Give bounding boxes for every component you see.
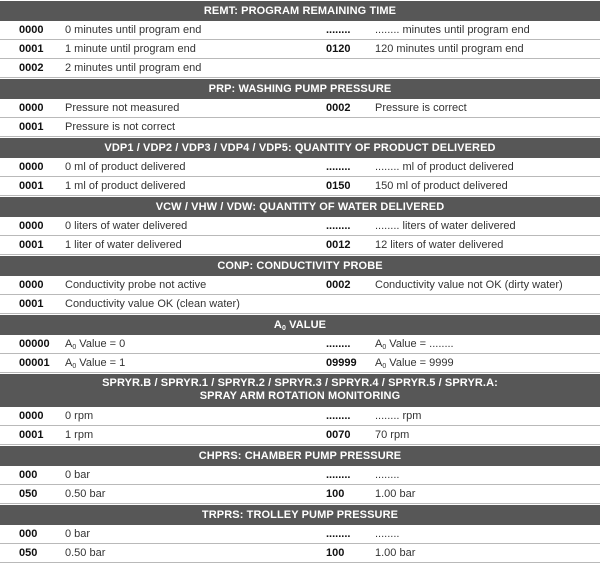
description-cell: Pressure is correct	[375, 102, 467, 114]
description-cell: ........ minutes until program end	[375, 24, 530, 36]
table-row	[0, 407, 600, 426]
code-cell: 0001	[19, 43, 44, 55]
table-row	[0, 466, 600, 485]
code-cell: 0000	[19, 24, 44, 36]
code-cell: 00001	[19, 357, 50, 369]
code-cell: 0000	[19, 410, 44, 422]
section-header	[0, 446, 600, 466]
table-row	[0, 236, 600, 255]
description-cell: $A_0$ Value = 9999	[375, 356, 454, 370]
code-cell: ........	[326, 220, 351, 232]
section-title-line2: SPRAY ARM ROTATION MONITORING	[199, 390, 401, 402]
description-cell: 0 ml of product delivered	[65, 161, 186, 173]
description-cell: 1 ml of product delivered	[65, 180, 186, 192]
description-cell: 150 ml of product delivered	[375, 180, 508, 192]
code-cell: 0000	[19, 220, 44, 232]
code-cell: ........	[326, 469, 351, 481]
description-cell: 0 liters of water delivered	[65, 220, 188, 232]
code-cell: 0002	[326, 102, 351, 114]
code-cell: 09999	[326, 357, 357, 369]
description-cell: ........ liters of water delivered	[375, 220, 516, 232]
description-cell: ........ rpm	[375, 410, 422, 422]
description-cell: $A_0$ Value = 1	[65, 356, 126, 370]
code-cell: 100	[326, 488, 345, 500]
description-cell: ........	[375, 528, 400, 540]
section-header	[0, 374, 600, 407]
code-cell: 0001	[19, 239, 44, 251]
description-cell: 0.50 bar	[65, 547, 106, 559]
code-cell: 0000	[19, 102, 44, 114]
code-cell: 000	[19, 469, 38, 481]
section-header	[0, 197, 600, 217]
code-cell: 0000	[19, 161, 44, 173]
section-title: CONP: CONDUCTIVITY PROBE	[217, 260, 383, 272]
description-cell: 120 minutes until program end	[375, 43, 524, 55]
code-cell: 0070	[326, 429, 351, 441]
section-title: REMT: PROGRAM REMAINING TIME	[203, 5, 397, 17]
code-cell: ........	[326, 24, 351, 36]
parameter-table-document	[0, 1, 600, 567]
description-cell: 2 minutes until program end	[65, 62, 202, 74]
description-cell: 0 minutes until program end	[65, 24, 202, 36]
description-cell: 0 bar	[65, 528, 91, 540]
section-title: $A_0$ VALUE	[273, 319, 327, 332]
description-cell: Pressure not measured	[65, 102, 180, 114]
code-cell: ........	[326, 528, 351, 540]
section-title: SPRYR.B / SPRYR.1 / SPRYR.2 / SPRYR.3 / SPRYR.4 / SPRYR.5 / SPRYR.A:	[102, 377, 498, 389]
description-cell: ........ ml of product delivered	[375, 161, 514, 173]
section-header	[0, 256, 600, 276]
table-row	[0, 118, 600, 137]
code-cell: 0012	[326, 239, 351, 251]
description-cell: 12 liters of water delivered	[375, 239, 504, 251]
table-row	[0, 544, 600, 563]
description-cell: Conductivity probe not active	[65, 279, 207, 291]
code-cell: 0001	[19, 121, 44, 133]
code-cell: ........	[326, 338, 351, 350]
section-header	[0, 138, 600, 158]
code-cell: ........	[326, 161, 351, 173]
code-cell: 050	[19, 547, 38, 559]
description-cell: 70 rpm	[375, 429, 410, 441]
section-header	[0, 79, 600, 99]
table-row	[0, 485, 600, 504]
table-row	[0, 525, 600, 544]
section-title: VCW / VHW / VDW: QUANTITY OF WATER DELIVERED	[155, 201, 445, 213]
description-cell: 1.00 bar	[375, 547, 416, 559]
description-cell: 1 rpm	[65, 429, 94, 441]
code-cell: 100	[326, 547, 345, 559]
table-row	[0, 354, 600, 373]
table-row	[0, 217, 600, 236]
section-header	[0, 505, 600, 525]
table-row	[0, 177, 600, 196]
table-row	[0, 21, 600, 40]
code-cell: 0120	[326, 43, 351, 55]
description-cell: $A_0$ Value = 0	[65, 337, 126, 351]
section-title: CHPRS: CHAMBER PUMP PRESSURE	[198, 450, 402, 462]
code-cell: 0150	[326, 180, 351, 192]
code-cell: 000	[19, 528, 38, 540]
description-cell: Conductivity value OK (clean water)	[65, 298, 240, 310]
description-cell: Conductivity value not OK (dirty water)	[375, 279, 563, 291]
description-cell: 1 liter of water delivered	[65, 239, 182, 251]
section-header	[0, 315, 600, 335]
description-cell: 1 minute until program end	[65, 43, 196, 55]
section-title: PRP: WASHING PUMP PRESSURE	[208, 83, 392, 95]
table-row	[0, 276, 600, 295]
table-row	[0, 59, 600, 78]
code-cell: ........	[326, 410, 351, 422]
table-row	[0, 335, 600, 354]
code-cell: 0002	[326, 279, 351, 291]
code-cell: 0002	[19, 62, 44, 74]
code-cell: 0001	[19, 298, 44, 310]
description-cell: $A_0$ Value = ........	[375, 337, 454, 351]
description-cell: Pressure is not correct	[65, 121, 176, 133]
description-cell: 0.50 bar	[65, 488, 106, 500]
description-cell: 1.00 bar	[375, 488, 416, 500]
table-row	[0, 99, 600, 118]
code-cell: 00000	[19, 338, 50, 350]
code-cell: 0001	[19, 180, 44, 192]
code-cell: 0000	[19, 279, 44, 291]
code-cell: 050	[19, 488, 38, 500]
description-cell: ........	[375, 469, 400, 481]
section-header	[0, 1, 600, 21]
table-row	[0, 426, 600, 445]
code-cell: 0001	[19, 429, 44, 441]
table-row	[0, 295, 600, 314]
table-row	[0, 40, 600, 59]
description-cell: 0 rpm	[65, 410, 94, 422]
section-title: VDP1 / VDP2 / VDP3 / VDP4 / VDP5: QUANTITY OF PRODUCT DELIVERED	[104, 142, 496, 154]
table-row	[0, 158, 600, 177]
description-cell: 0 bar	[65, 469, 91, 481]
section-title: TRPRS: TROLLEY PUMP PRESSURE	[201, 509, 399, 521]
